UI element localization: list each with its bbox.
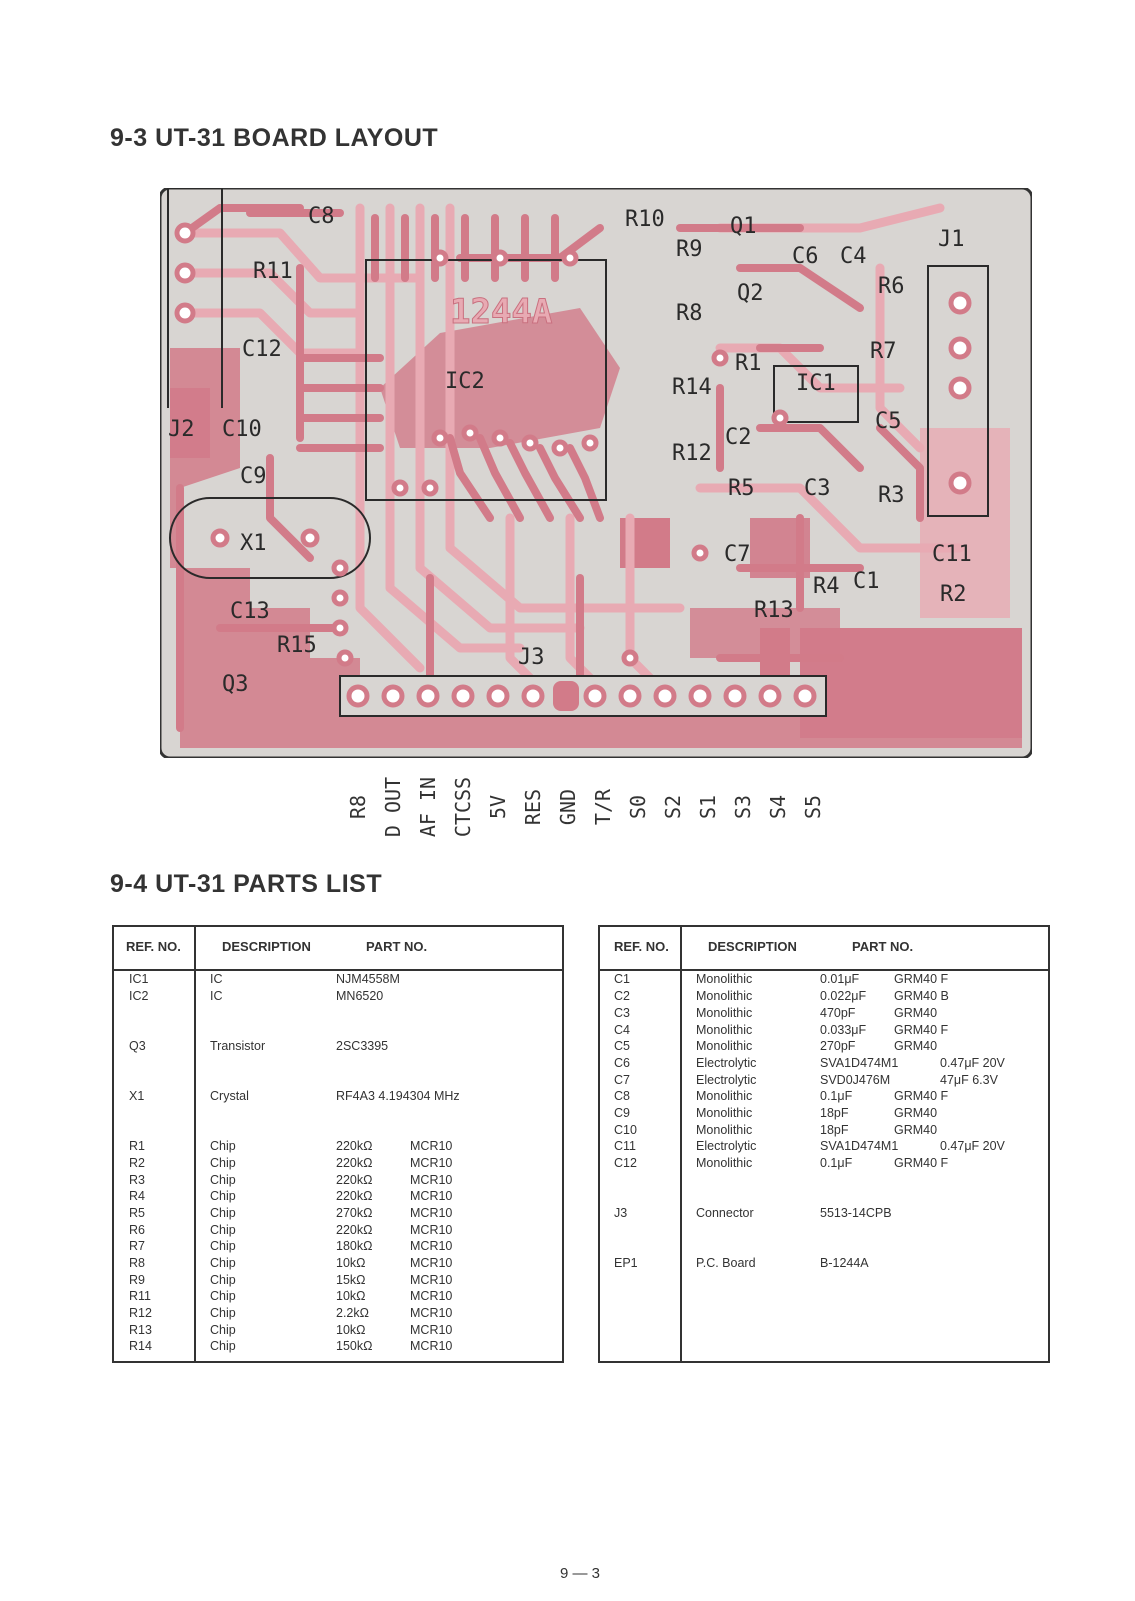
part-cell: 220kΩ	[336, 1223, 373, 1237]
label-r15: R15	[277, 633, 317, 658]
table-row	[114, 1139, 562, 1156]
part-cell: MN6520	[336, 989, 384, 1003]
pin-label-5v: 5V	[486, 794, 510, 820]
label-c12: C12	[242, 337, 282, 362]
part-cell: 0.033μF	[820, 1023, 867, 1037]
description-cell: Chip	[210, 1173, 236, 1187]
table-row	[114, 1273, 562, 1290]
part-cell: 470pF	[820, 1006, 856, 1020]
part-cell: 220kΩ	[336, 1189, 373, 1203]
description-cell: Chip	[210, 1189, 236, 1203]
extra-cell: GRM40	[894, 1106, 938, 1120]
description-cell: Connector	[696, 1206, 754, 1220]
pin-label-s2: S2	[661, 794, 685, 820]
table-row	[114, 1239, 562, 1256]
table-row	[600, 1056, 1048, 1073]
part-cell: 220kΩ	[336, 1173, 373, 1187]
label-x1: X1	[240, 531, 267, 556]
board-number: 1244A	[450, 292, 553, 332]
table-row	[600, 1156, 1048, 1173]
description-cell: Monolithic	[696, 1156, 753, 1170]
part-cell: 150kΩ	[336, 1339, 373, 1353]
table-row	[114, 1289, 562, 1306]
ref-cell: C11	[614, 1139, 637, 1153]
part-cell: 270pF	[820, 1039, 856, 1053]
pin-label-s1: S1	[696, 794, 720, 820]
table-row	[600, 1023, 1048, 1040]
description-cell: Electrolytic	[696, 1139, 757, 1153]
ref-cell: R6	[129, 1223, 145, 1237]
description-cell: Chip	[210, 1306, 236, 1320]
label-j2: J2	[168, 417, 195, 442]
part-cell: 0.01μF	[820, 972, 860, 986]
label-c7: C7	[724, 542, 751, 567]
table-row	[600, 1139, 1048, 1156]
label-r12: R12	[672, 441, 712, 466]
ref-cell: R8	[129, 1256, 145, 1270]
extra-cell: MCR10	[410, 1339, 453, 1353]
part-cell: B-1244A	[820, 1256, 869, 1270]
table-header	[600, 927, 1048, 971]
label-c4: C4	[840, 244, 867, 269]
description-cell: IC	[210, 972, 223, 986]
table-row	[114, 989, 562, 1006]
extra-cell: MCR10	[410, 1139, 453, 1153]
description-cell: Chip	[210, 1289, 236, 1303]
label-j1: J1	[938, 227, 965, 252]
ref-cell: R11	[129, 1289, 152, 1303]
table-row	[114, 1173, 562, 1190]
part-cell: 220kΩ	[336, 1139, 373, 1153]
part-cell: 18pF	[820, 1123, 849, 1137]
part-cell: NJM4558M	[336, 972, 400, 986]
label-r14: R14	[672, 375, 712, 400]
description-cell: Monolithic	[696, 1006, 753, 1020]
label-r5: R5	[728, 476, 755, 501]
ref-cell: R4	[129, 1189, 145, 1203]
ref-cell: IC2	[129, 989, 149, 1003]
part-cell: 2SC3395	[336, 1039, 389, 1053]
ref-cell: IC1	[129, 972, 149, 986]
extra-cell: GRM40	[894, 1039, 938, 1053]
ref-cell: C9	[614, 1106, 630, 1120]
ref-cell: R3	[129, 1173, 145, 1187]
label-c1: C1	[853, 569, 880, 594]
table-row	[600, 1206, 1048, 1223]
label-c6: C6	[792, 244, 819, 269]
header-part-no: PART NO.	[852, 939, 914, 954]
extra-cell: GRM40	[894, 1006, 938, 1020]
pin-label-afin: AF IN	[416, 776, 440, 838]
description-cell: Monolithic	[696, 1023, 753, 1037]
board-layout-heading: 9-3 UT-31 BOARD LAYOUT	[110, 124, 439, 152]
table-row	[600, 1123, 1048, 1140]
ref-cell: EP1	[614, 1256, 638, 1270]
label-ic2: IC2	[445, 369, 485, 394]
table-row	[600, 1256, 1048, 1273]
description-cell: Chip	[210, 1223, 236, 1237]
part-cell: SVA1D474M1	[820, 1139, 899, 1153]
extra-cell: GRM40 F	[894, 1089, 949, 1103]
label-r11: R11	[253, 259, 293, 284]
extra-cell: GRM40 F	[894, 1156, 949, 1170]
label-r3: R3	[878, 483, 905, 508]
label-j3: J3	[518, 645, 545, 670]
description-cell: IC	[210, 989, 223, 1003]
part-cell: 10kΩ	[336, 1289, 366, 1303]
j3-outline	[340, 676, 826, 716]
ref-cell: R2	[129, 1156, 145, 1170]
part-cell: 0.022μF	[820, 989, 867, 1003]
description-cell: Chip	[210, 1239, 236, 1253]
description-cell: Chip	[210, 1339, 236, 1353]
part-cell: 18pF	[820, 1106, 849, 1120]
extra-cell: 0.47μF 20V	[940, 1139, 1005, 1153]
description-cell: Monolithic	[696, 1106, 753, 1120]
header-ref: REF. NO.	[614, 939, 669, 954]
pin-label-ctcss: CTCSS	[451, 776, 475, 838]
label-c5: C5	[875, 409, 902, 434]
label-q3: Q3	[222, 672, 249, 697]
extra-cell: MCR10	[410, 1223, 453, 1237]
table-row	[114, 1306, 562, 1323]
extra-cell: MCR10	[410, 1273, 453, 1287]
extra-cell: MCR10	[410, 1189, 453, 1203]
page-number: 9 — 3	[560, 1565, 601, 1582]
table-row	[600, 972, 1048, 989]
part-cell: 270kΩ	[336, 1206, 373, 1220]
table-row	[114, 1156, 562, 1173]
table-row	[600, 1006, 1048, 1023]
label-q1: Q1	[730, 214, 757, 239]
ref-cell: C2	[614, 989, 630, 1003]
label-r9: R9	[676, 237, 703, 262]
extra-cell: MCR10	[410, 1306, 453, 1320]
part-cell: 15kΩ	[336, 1273, 366, 1287]
ref-cell: R12	[129, 1306, 152, 1320]
description-cell: Chip	[210, 1206, 236, 1220]
description-cell: Monolithic	[696, 1089, 753, 1103]
ref-cell: C7	[614, 1073, 630, 1087]
pin-label-tr: T/R	[591, 788, 615, 826]
description-cell: Electrolytic	[696, 1056, 757, 1070]
extra-cell: 0.47μF 20V	[940, 1056, 1005, 1070]
label-ic1: IC1	[796, 371, 836, 396]
table-header	[114, 927, 562, 971]
extra-cell: GRM40 F	[894, 1023, 949, 1037]
ref-cell: C12	[614, 1156, 637, 1170]
ref-cell: C10	[614, 1123, 637, 1137]
label-c11: C11	[932, 542, 972, 567]
ref-cell: Q3	[129, 1039, 146, 1053]
label-c10: C10	[222, 417, 262, 442]
extra-cell: MCR10	[410, 1256, 453, 1270]
ref-cell: C1	[614, 972, 630, 986]
description-cell: Chip	[210, 1323, 236, 1337]
ref-cell: R5	[129, 1206, 145, 1220]
parts-list-heading: 9-4 UT-31 PARTS LIST	[110, 870, 383, 898]
part-cell: 220kΩ	[336, 1156, 373, 1170]
table-row	[114, 1223, 562, 1240]
table-row	[600, 1106, 1048, 1123]
label-r13: R13	[754, 598, 794, 623]
extra-cell: GRM40	[894, 1123, 938, 1137]
label-c13: C13	[230, 599, 270, 624]
pin-label-s5: S5	[801, 794, 825, 820]
label-r2: R2	[940, 582, 967, 607]
table-row	[600, 989, 1048, 1006]
extra-cell: MCR10	[410, 1289, 453, 1303]
description-cell: Crystal	[210, 1089, 249, 1103]
board-layout-diagram	[160, 188, 1032, 758]
extra-cell: MCR10	[410, 1156, 453, 1170]
pin-label-gnd: GND	[556, 788, 580, 826]
description-cell: Chip	[210, 1256, 236, 1270]
label-c2: C2	[725, 425, 752, 450]
table-row	[600, 1039, 1048, 1056]
table-row	[114, 1206, 562, 1223]
ref-cell: C8	[614, 1089, 630, 1103]
ref-cell: R13	[129, 1323, 152, 1337]
part-cell: RF4A3 4.194304 MHz	[336, 1089, 460, 1103]
part-cell: 10kΩ	[336, 1323, 366, 1337]
description-cell: Monolithic	[696, 972, 753, 986]
table-row	[600, 1089, 1048, 1106]
table-row	[114, 1256, 562, 1273]
parts-table-right	[598, 925, 1050, 1363]
description-cell: Chip	[210, 1139, 236, 1153]
description-cell: Chip	[210, 1156, 236, 1170]
label-r1: R1	[735, 351, 762, 376]
table-row	[114, 1189, 562, 1206]
description-cell: Monolithic	[696, 1039, 753, 1053]
ref-cell: R1	[129, 1139, 145, 1153]
extra-cell: MCR10	[410, 1323, 453, 1337]
extra-cell: GRM40 B	[894, 989, 949, 1003]
description-cell: Chip	[210, 1273, 236, 1287]
ref-cell: X1	[129, 1089, 145, 1103]
part-cell: 2.2kΩ	[336, 1306, 369, 1320]
description-cell: Monolithic	[696, 1123, 753, 1137]
table-row	[114, 972, 562, 989]
header-description: DESCRIPTION	[222, 939, 311, 954]
part-cell: 5513-14CPB	[820, 1206, 892, 1220]
ref-cell: J3	[614, 1206, 628, 1220]
table-row	[114, 1323, 562, 1340]
part-cell: SVD0J476M	[820, 1073, 891, 1087]
pin-label-s4: S4	[766, 794, 790, 820]
ref-cell: C4	[614, 1023, 630, 1037]
label-r8: R8	[676, 301, 703, 326]
pin-label-dout: D OUT	[381, 776, 405, 838]
table-row	[114, 1339, 562, 1356]
label-r4: R4	[813, 574, 840, 599]
header-ref: REF. NO.	[126, 939, 181, 954]
table-row	[600, 1073, 1048, 1090]
ref-cell: C3	[614, 1006, 630, 1020]
part-cell: 0.1μF	[820, 1089, 853, 1103]
label-c3: C3	[804, 476, 831, 501]
label-c8: C8	[308, 204, 335, 229]
description-cell: Monolithic	[696, 989, 753, 1003]
extra-cell: GRM40 F	[894, 972, 949, 986]
table-row	[114, 1089, 562, 1106]
pin-label-s3: S3	[731, 794, 755, 820]
label-q2: Q2	[737, 281, 764, 306]
description-cell: Electrolytic	[696, 1073, 757, 1087]
ref-cell: R14	[129, 1339, 152, 1353]
ref-cell: R7	[129, 1239, 145, 1253]
j3-gnd-pad	[553, 681, 579, 711]
table-row	[114, 1039, 562, 1056]
pin-label-r8: R8	[346, 794, 370, 820]
description-cell: P.C. Board	[696, 1256, 756, 1270]
part-cell: SVA1D474M1	[820, 1056, 899, 1070]
header-part-no: PART NO.	[366, 939, 428, 954]
extra-cell: MCR10	[410, 1206, 453, 1220]
extra-cell: 47μF 6.3V	[940, 1073, 998, 1087]
extra-cell: MCR10	[410, 1239, 453, 1253]
label-c9: C9	[240, 464, 267, 489]
header-description: DESCRIPTION	[708, 939, 797, 954]
ref-cell: C6	[614, 1056, 630, 1070]
ref-cell: C5	[614, 1039, 630, 1053]
pin-label-res: RES	[521, 788, 545, 826]
part-cell: 10kΩ	[336, 1256, 366, 1270]
part-cell: 180kΩ	[336, 1239, 373, 1253]
part-cell: 0.1μF	[820, 1156, 853, 1170]
extra-cell: MCR10	[410, 1173, 453, 1187]
description-cell: Transistor	[210, 1039, 266, 1053]
parts-table-left	[112, 925, 564, 1363]
label-r10: R10	[625, 207, 665, 232]
label-r6: R6	[878, 274, 905, 299]
pin-label-s0: S0	[626, 794, 650, 820]
label-r7: R7	[870, 339, 897, 364]
ref-cell: R9	[129, 1273, 145, 1287]
